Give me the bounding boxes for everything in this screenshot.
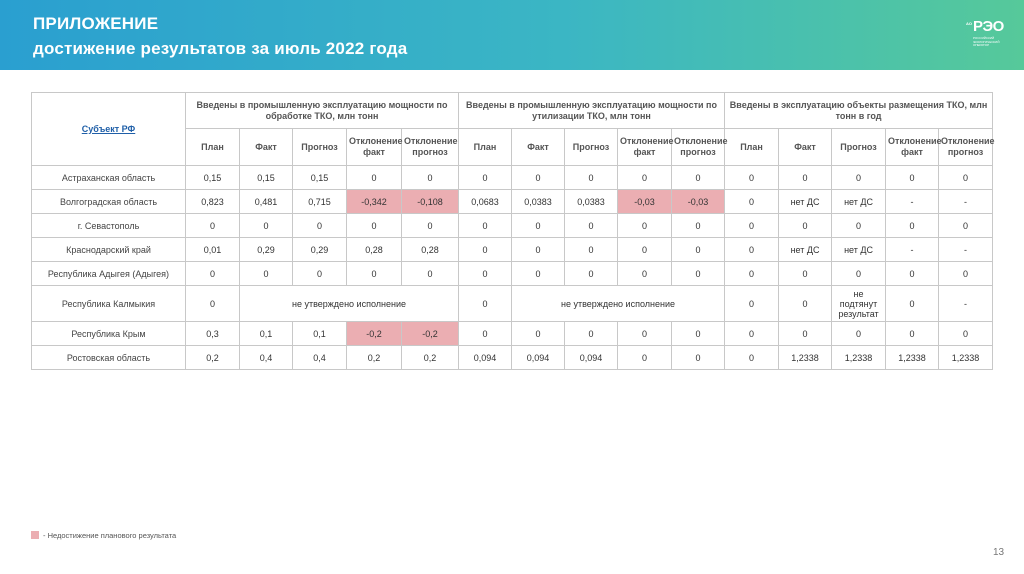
table-cell: 1,2338: [886, 346, 939, 370]
table-cell: 0: [725, 346, 779, 370]
table-cell: -: [939, 286, 993, 322]
table-row: [32, 166, 993, 190]
group-header-processing: Введены в промышленную эксплуатацию мощности по обработке ТКО, млн тонн: [186, 93, 459, 129]
table-cell: 0: [725, 214, 779, 238]
table-cell: 0: [939, 214, 993, 238]
table-cell: 0,4: [293, 346, 347, 370]
table-cell: 0,715: [293, 190, 347, 214]
subject-name: г. Севастополь: [32, 214, 186, 238]
table-cell: 0,4: [240, 346, 293, 370]
table-cell: 0: [512, 238, 565, 262]
table-cell: 0,01: [186, 238, 240, 262]
subcolumn-header: Факт: [240, 129, 293, 166]
table-cell: 0,823: [186, 190, 240, 214]
results-table: [31, 92, 993, 370]
table-cell: 0: [672, 322, 725, 346]
table-row: [32, 346, 993, 370]
subcolumn-header: Отклонение прогноз: [402, 129, 459, 166]
subject-header[interactable]: [32, 93, 186, 166]
table-cell: 0: [672, 346, 725, 370]
table-cell: 0: [459, 214, 512, 238]
table-cell: 0: [939, 166, 993, 190]
table-cell: 0: [565, 322, 618, 346]
table-cell: 0: [618, 262, 672, 286]
table-cell: нет ДС: [832, 238, 886, 262]
table-cell: 0,2: [186, 346, 240, 370]
table-cell: 0: [186, 262, 240, 286]
table-cell: 0: [402, 214, 459, 238]
table-cell: -: [886, 238, 939, 262]
subcolumn-header: Отклонение факт: [347, 129, 402, 166]
table-cell: 0,28: [402, 238, 459, 262]
table-cell: -: [939, 238, 993, 262]
table-cell: 0: [725, 238, 779, 262]
subject-name: Ростовская область: [32, 346, 186, 370]
reo-logo: [966, 18, 1006, 54]
table-cell: 0,2: [402, 346, 459, 370]
group-header-placement: Введены в эксплуатацию объекты размещения ТКО, млн тонн в год: [725, 93, 993, 129]
table-cell: 0: [886, 166, 939, 190]
subcolumn-header: Факт: [779, 129, 832, 166]
table-cell: 0: [293, 262, 347, 286]
table-cell: -0,2: [347, 322, 402, 346]
table-cell: 1,2338: [939, 346, 993, 370]
table-cell: 0: [832, 166, 886, 190]
table-cell: 0: [565, 238, 618, 262]
table-cell: 0: [347, 166, 402, 190]
table-cell: 0,481: [240, 190, 293, 214]
table-cell: 0,15: [293, 166, 347, 190]
subject-name: Астраханская область: [32, 166, 186, 190]
table-row: [32, 286, 993, 322]
table-cell: -0,03: [618, 190, 672, 214]
table-cell: -0,342: [347, 190, 402, 214]
table-cell: 0: [618, 214, 672, 238]
table-cell: 0,094: [459, 346, 512, 370]
subcolumn-header: План: [186, 129, 240, 166]
table-cell: 0,29: [293, 238, 347, 262]
page-number: 13: [993, 547, 1005, 558]
table-cell: 0: [512, 166, 565, 190]
table-cell: нет ДС: [779, 238, 832, 262]
page-title: ПРИЛОЖЕНИЕ: [33, 14, 159, 33]
table-cell: 0: [618, 238, 672, 262]
subject-name: Краснодарский край: [32, 238, 186, 262]
table-cell: 0: [459, 166, 512, 190]
table-cell: -: [886, 190, 939, 214]
table-cell: 0: [779, 322, 832, 346]
subcolumn-header: План: [725, 129, 779, 166]
table-cell: 0: [565, 262, 618, 286]
table-cell: 0: [347, 262, 402, 286]
table-cell: 1,2338: [779, 346, 832, 370]
legend: [31, 531, 176, 540]
table-cell: 0: [779, 262, 832, 286]
table-cell: 0: [512, 322, 565, 346]
subcolumn-header: Отклонение прогноз: [939, 129, 993, 166]
table-cell: 0: [832, 262, 886, 286]
table-row: [32, 190, 993, 214]
table-cell: 0,15: [240, 166, 293, 190]
subject-name: Волгоградская область: [32, 190, 186, 214]
table-cell: 0,3: [186, 322, 240, 346]
table-cell: 0,094: [565, 346, 618, 370]
table-cell: 0: [459, 238, 512, 262]
table-cell: 0,2: [347, 346, 402, 370]
group-header-utilization: Введены в промышленную эксплуатацию мощности по утилизации ТКО, млн тонн: [459, 93, 725, 129]
subcolumn-header: Отклонение факт: [886, 129, 939, 166]
table-cell: 0: [779, 286, 832, 322]
table-body: [32, 166, 993, 370]
table-cell: 0: [672, 166, 725, 190]
table-cell: 0: [886, 322, 939, 346]
table-cell: 0: [565, 166, 618, 190]
logo-prefix: АО: [966, 21, 972, 26]
subcolumn-header: План: [459, 129, 512, 166]
table-cell: 1,2338: [832, 346, 886, 370]
subject-name: Республика Адыгея (Адыгея): [32, 262, 186, 286]
table-cell: 0: [832, 322, 886, 346]
table-cell: 0,0383: [565, 190, 618, 214]
table-cell: 0,15: [186, 166, 240, 190]
legend-text: - Недостижение планового результата: [43, 531, 177, 540]
table-cell: 0: [725, 322, 779, 346]
page-subtitle: достижение результатов за июль 2022 года: [33, 39, 408, 58]
table-cell: 0,1: [293, 322, 347, 346]
table-cell: 0: [779, 166, 832, 190]
table-cell: 0: [672, 262, 725, 286]
logo-subtitle: РОССИЙСКИЙ ЭКОЛОГИЧЕСКИЙ ОПЕРАТОР: [973, 36, 1000, 47]
subcolumn-header: Факт: [512, 129, 565, 166]
table-cell: нет ДС: [779, 190, 832, 214]
table-cell: 0,28: [347, 238, 402, 262]
table-cell: 0,094: [512, 346, 565, 370]
table-cell: 0: [779, 214, 832, 238]
table-cell: 0: [512, 262, 565, 286]
table-cell: 0: [672, 238, 725, 262]
table-cell: 0: [725, 262, 779, 286]
table-cell: 0: [939, 262, 993, 286]
table-cell: 0: [886, 214, 939, 238]
table-cell: 0: [618, 166, 672, 190]
table-cell: -0,108: [402, 190, 459, 214]
table-cell: 0: [186, 214, 240, 238]
table-cell: 0,29: [240, 238, 293, 262]
table-cell: 0: [886, 286, 939, 322]
subcolumn-header: Прогноз: [565, 129, 618, 166]
subcolumn-header: Прогноз: [293, 129, 347, 166]
status-note: не подтянут результат: [832, 286, 886, 322]
logo-text: РЭО: [973, 18, 1004, 35]
table-cell: 0: [402, 166, 459, 190]
table-row: [32, 214, 993, 238]
subject-name: Республика Крым: [32, 322, 186, 346]
table-cell: 0: [725, 166, 779, 190]
table-cell: нет ДС: [832, 190, 886, 214]
table-cell: 0: [459, 262, 512, 286]
legend-swatch: [31, 531, 39, 539]
table-cell: 0: [347, 214, 402, 238]
table-cell: -: [939, 190, 993, 214]
table-cell: 0,1: [240, 322, 293, 346]
subcolumn-header: Отклонение прогноз: [672, 129, 725, 166]
table-cell: 0: [886, 262, 939, 286]
table-cell: 0: [402, 262, 459, 286]
status-note: не утверждено исполнение: [240, 286, 459, 322]
table-cell: 0: [459, 322, 512, 346]
subcolumn-header: Отклонение факт: [618, 129, 672, 166]
table-cell: 0,0383: [512, 190, 565, 214]
status-note: не утверждено исполнение: [512, 286, 725, 322]
table-cell: 0: [240, 214, 293, 238]
table-cell: 0: [618, 346, 672, 370]
table-cell: 0: [618, 322, 672, 346]
table-row: [32, 262, 993, 286]
table-cell: -0,2: [402, 322, 459, 346]
header-banner: [0, 0, 1024, 70]
table-cell: 0: [293, 214, 347, 238]
table-cell: 0: [725, 190, 779, 214]
table-row: [32, 322, 993, 346]
subcolumn-header: Прогноз: [832, 129, 886, 166]
subject-name: Республика Калмыкия: [32, 286, 186, 322]
table-row: [32, 238, 993, 262]
table-cell: 0: [240, 262, 293, 286]
table-cell: 0: [725, 286, 779, 322]
table-cell: 0: [939, 322, 993, 346]
table-cell: 0: [832, 214, 886, 238]
table-cell: 0: [565, 214, 618, 238]
subject-header-link[interactable]: Субъект РФ: [81, 123, 136, 134]
table-cell: 0: [672, 214, 725, 238]
table-cell: -0,03: [672, 190, 725, 214]
table-cell: 0,0683: [459, 190, 512, 214]
table-cell: 0: [186, 286, 240, 322]
table-cell: 0: [459, 286, 512, 322]
table-cell: 0: [512, 214, 565, 238]
